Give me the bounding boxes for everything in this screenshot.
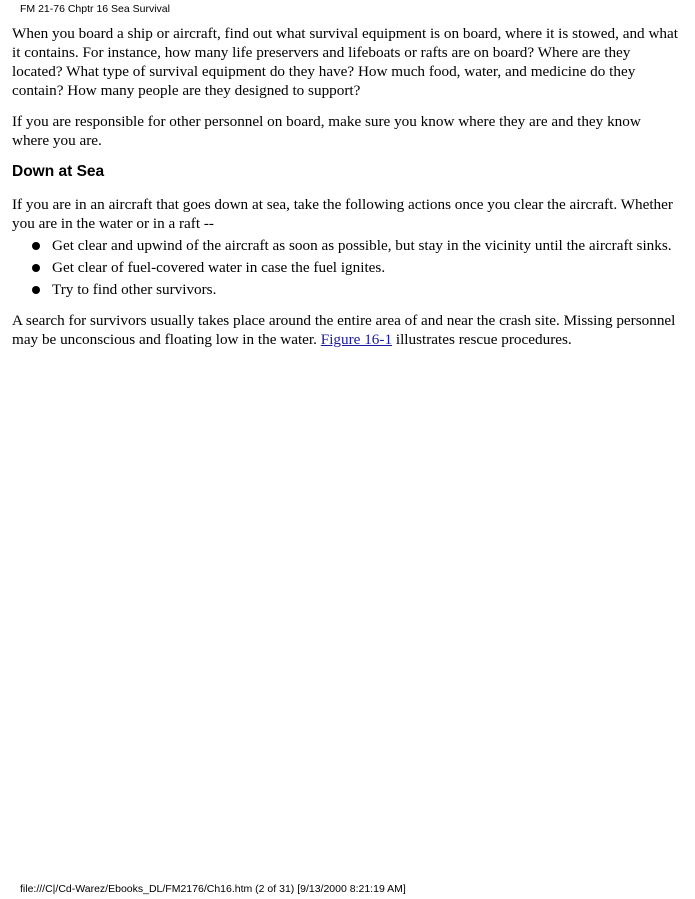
actions-list: [12, 236, 680, 299]
paragraph-search-tail: illustrates rescue procedures.: [392, 331, 572, 348]
document-body: [12, 24, 680, 361]
paragraph-personnel: If you are responsible for other personnel on board, make sure you know where they are and they know where you are.: [12, 113, 641, 149]
page-header: FM 21-76 Chptr 16 Sea Survival: [20, 3, 170, 15]
list-item: [12, 258, 680, 277]
list-item-text: Get clear of fuel-covered water in case the fuel ignites.: [52, 259, 386, 276]
figure-16-1-link[interactable]: Figure 16-1: [320, 331, 393, 348]
bullet-icon: [32, 286, 40, 294]
section-heading-down-at-sea: Down at Sea: [12, 163, 105, 180]
paragraph-actions-intro: If you are in an aircraft that goes down at sea, take the following actions once you clear the aircraft. Whether you are in the water or in a raft --: [12, 196, 673, 232]
bullet-icon: [32, 242, 40, 250]
bullet-icon: [32, 264, 40, 272]
paragraph-equipment: When you board a ship or aircraft, find out what survival equipment is on board, where it is stowed, and what it contains. For instance, how many life preservers and lifeboats or rafts are on board? Where are they located? What type of survival equipment do they have? How much food, water, and medicine do they contain? How many people are they designed to support?: [12, 25, 678, 99]
list-item-text: Try to find other survivors.: [52, 281, 217, 298]
list-item: [12, 236, 680, 255]
paragraph-search: [12, 311, 680, 349]
list-item-text: Get clear and upwind of the aircraft as soon as possible, but stay in the vicinity until the aircraft sinks.: [52, 237, 672, 254]
page-footer: file:///C|/Cd-Warez/Ebooks_DL/FM2176/Ch16.htm (2 of 31) [9/13/2000 8:21:19 AM]: [20, 883, 406, 895]
list-item: [12, 280, 680, 299]
paragraph-search-text: A search for survivors usually takes place around the entire area of and near the crash site. Missing personnel may be unconscious and floating low in the water.: [12, 312, 676, 348]
